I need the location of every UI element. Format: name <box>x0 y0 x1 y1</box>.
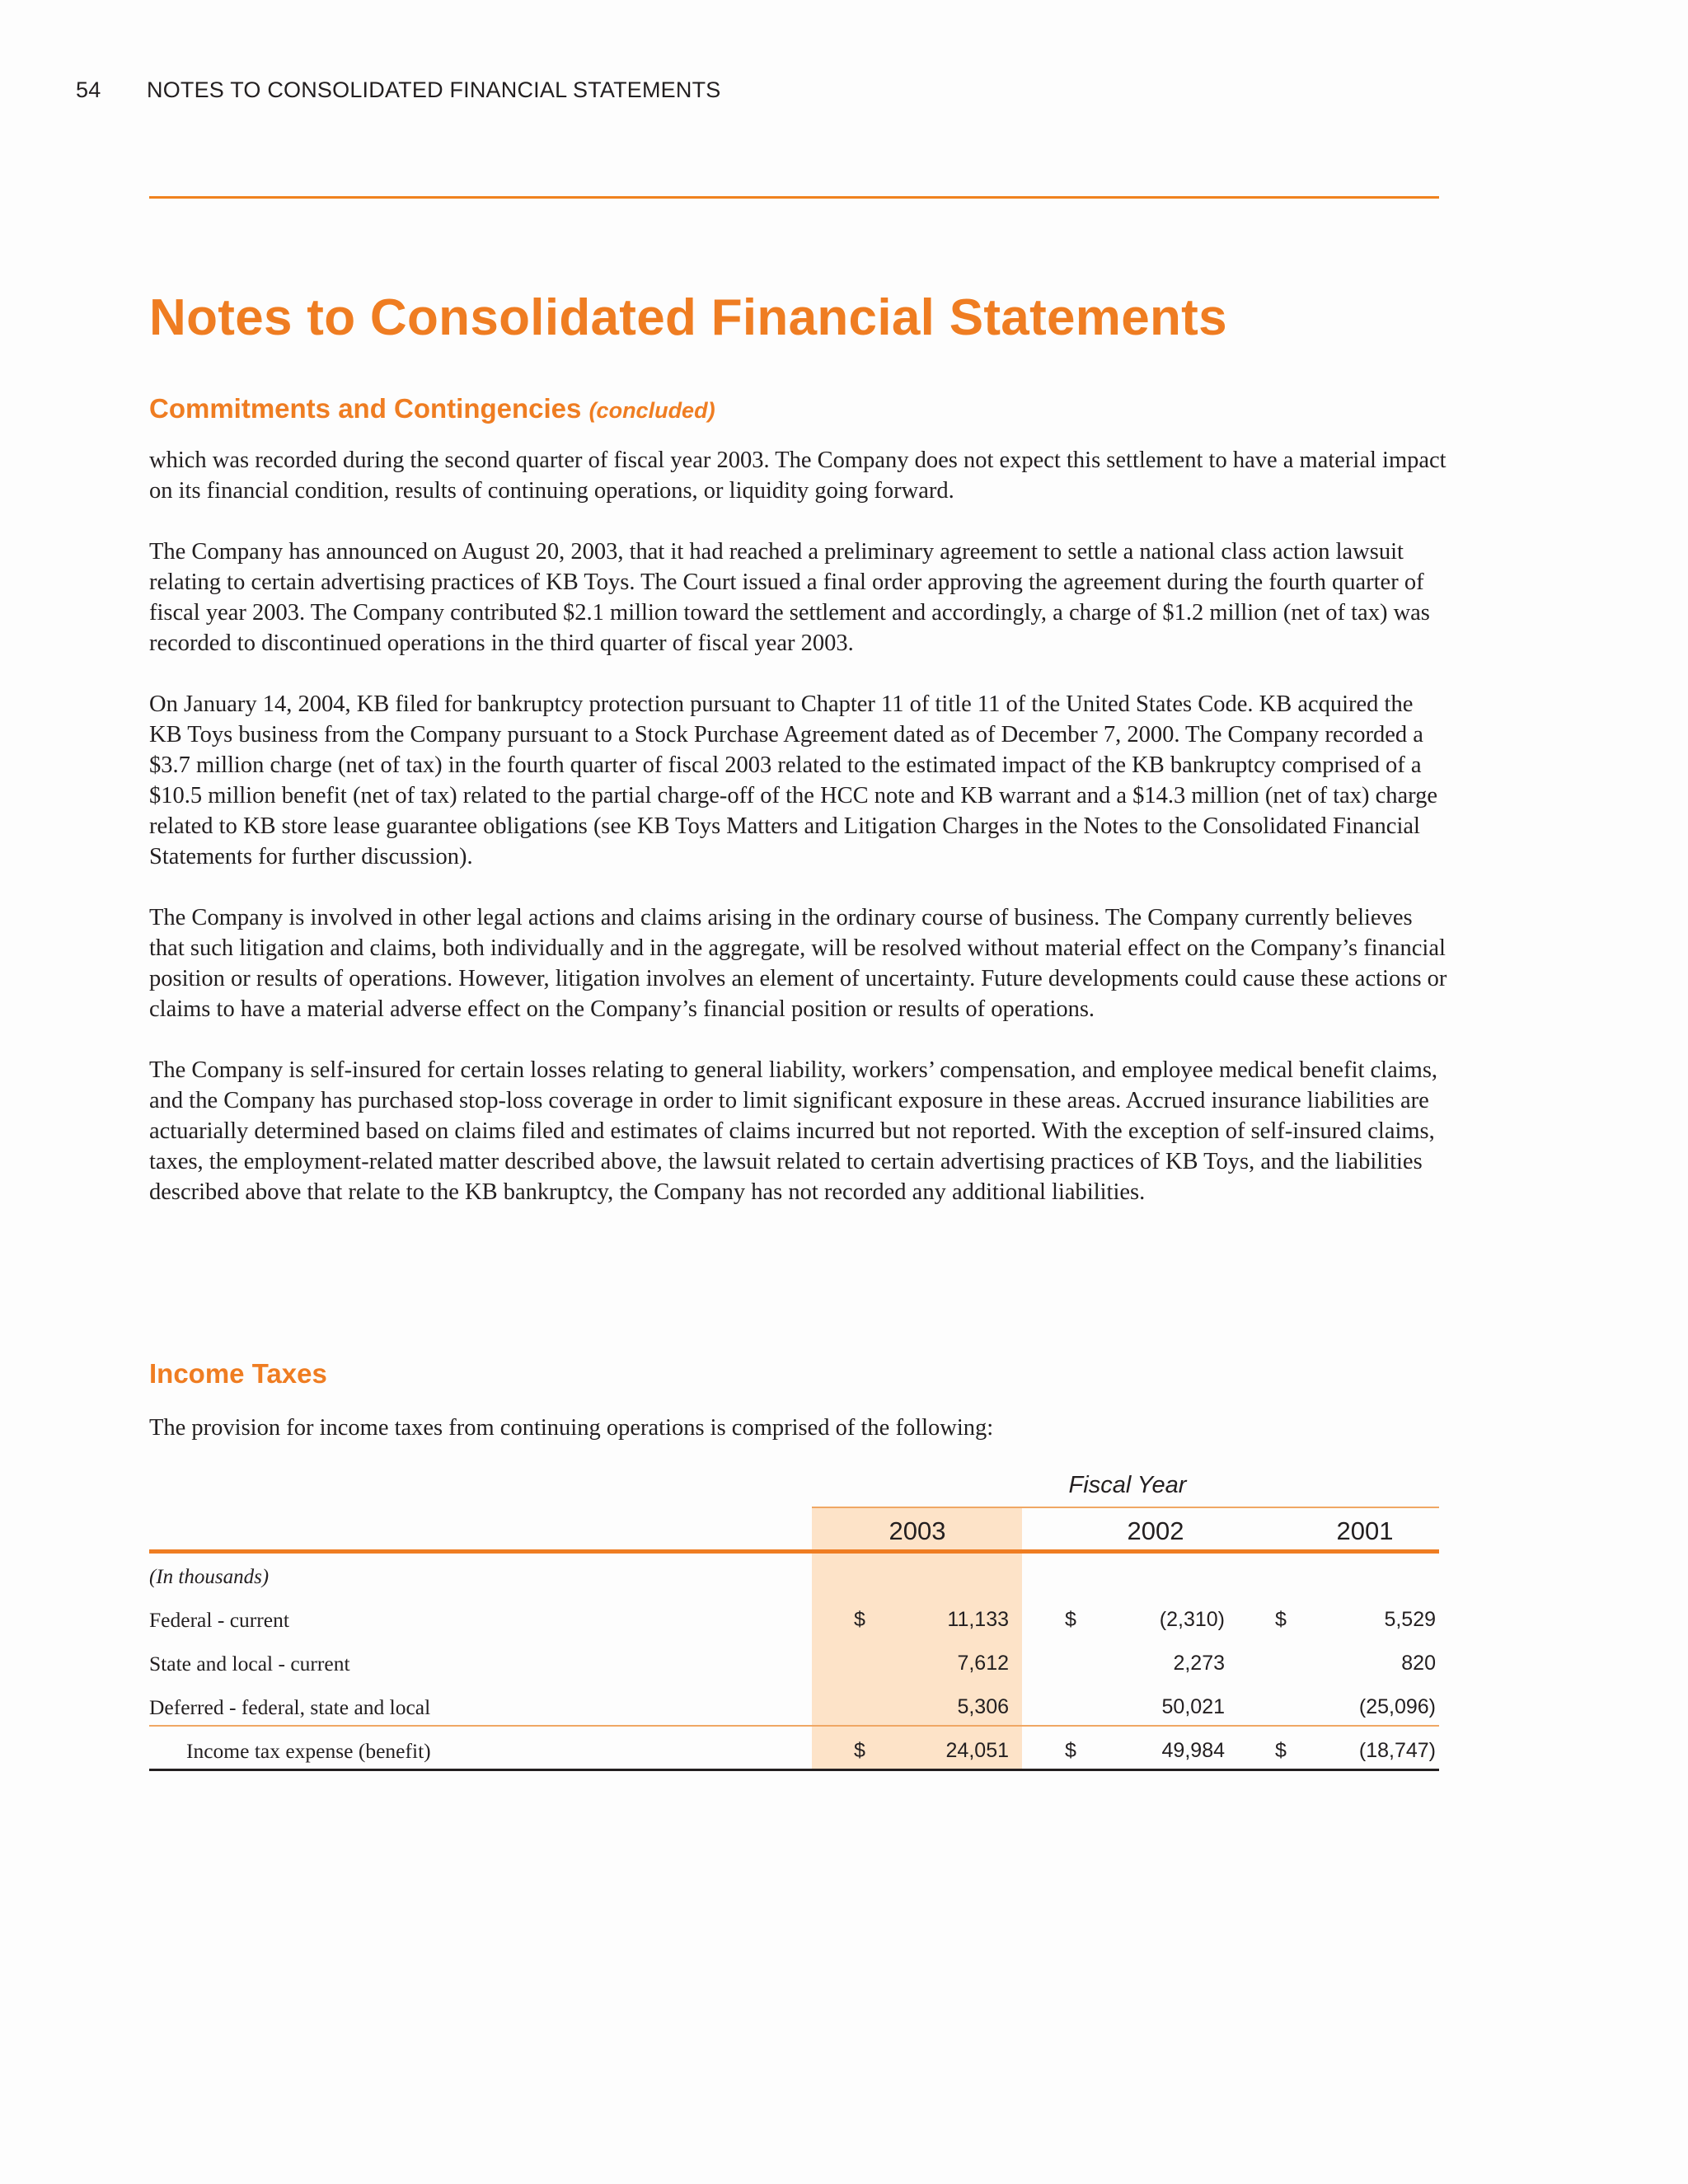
section-heading-text: Commitments and Contingencies <box>149 393 582 424</box>
column-header-year: 2002 <box>1127 1516 1184 1545</box>
paragraph: which was recorded during the second quarter of fiscal year 2003. The Company does not expect this settlement to have a material impact on its financial condition, results of continuing operations, or liquidity going forward. <box>149 448 1447 504</box>
running-header <box>76 77 721 103</box>
table-cell: (2,310) <box>1159 1608 1225 1631</box>
total-row-label: Income tax expense (benefit) <box>186 1739 431 1763</box>
table-cell-total: (18,747) <box>1358 1739 1436 1762</box>
currency-symbol: $ <box>1275 1739 1287 1762</box>
table-cell-total: 24,051 <box>945 1739 1009 1762</box>
paragraph: The Company is self-insured for certain losses relating to general liability, workers’ compensation, and employee medical benefit claims, and the Company has purchased stop-loss coverage in order to limit significant exposure in these areas. Accrued insurance liabilities are actuarially determined based on claims filed and estimates of claims incurred but not reported. With the exception of self-insured claims, taxes, the employment-related matter described above, the lawsuit related to certain advertising practices of KB Toys, and the liabilities described above that relate to the KB bankruptcy, the Company has not recorded any additional liabilities. <box>149 1057 1438 1205</box>
currency-symbol: $ <box>1065 1608 1076 1631</box>
section-heading-commitments <box>149 393 715 424</box>
paragraph: The Company is involved in other legal actions and claims arising in the ordinary course of business. The Company currently believes that such litigation and claims, both individually and in the aggregate, will be resolved without material effect on the Company’s financial position or results of operations. However, litigation involves an element of uncertainty. Future developments could cause these actions or claims to have a material adverse effect on the Company’s financial position or results of operations. <box>149 905 1447 1022</box>
row-label: State and local - current <box>149 1652 350 1675</box>
table-cell: 820 <box>1401 1652 1436 1675</box>
subtotal-rule <box>149 1725 1439 1727</box>
table-cell: 2,273 <box>1173 1652 1225 1675</box>
fiscal-year-label: Fiscal Year <box>1068 1472 1187 1498</box>
units-label: (In thousands) <box>149 1566 270 1588</box>
paragraph: The Company has announced on August 20, 2003, that it had reached a preliminary agreement to settle a national class action lawsuit relating to certain advertising practices of KB Toys. The Court issued a final order approving the agreement during the fourth quarter of fiscal year 2003. The Company contributed $2.1 million toward the settlement and accordingly, a charge of $1.2 million (net of tax) was recorded to discontinued operations in the third quarter of fiscal year 2003. <box>149 539 1430 656</box>
table-header-rule <box>149 1549 1439 1554</box>
row-label: Federal - current <box>149 1608 289 1632</box>
table-cell: (25,096) <box>1358 1695 1436 1718</box>
section-heading-sub: (concluded) <box>588 398 715 423</box>
currency-symbol: $ <box>1275 1608 1287 1631</box>
table-cell-total: 49,984 <box>1161 1739 1225 1762</box>
table-cell: 5,306 <box>957 1695 1009 1718</box>
row-label: Deferred - federal, state and local <box>149 1695 431 1719</box>
table-cell: 5,529 <box>1384 1608 1436 1631</box>
currency-symbol: $ <box>1065 1739 1076 1762</box>
income-taxes-intro <box>149 1413 1447 1443</box>
total-rule <box>149 1769 1439 1771</box>
paragraph: The provision for income taxes from continuing operations is comprised of the following: <box>149 1415 994 1441</box>
current-year-column-shade <box>812 1508 1022 1769</box>
currency-symbol: $ <box>854 1739 865 1762</box>
page-number: 54 <box>76 77 101 102</box>
header-rule <box>149 196 1439 199</box>
commitments-body <box>149 445 1447 1238</box>
table-cell: 50,021 <box>1161 1695 1225 1718</box>
table-cell: 11,133 <box>947 1608 1009 1631</box>
paragraph: On January 14, 2004, KB filed for bankruptcy protection pursuant to Chapter 11 of title 11 of the United States Code. KB acquired the KB Toys business from the Company pursuant to a Stock Purchase Agreement dated as of December 7, 2000. The Company recorded a $3.7 million charge (net of tax) in the fourth quarter of fiscal 2003 related to the estimated impact of the KB bankruptcy comprised of a $10.5 million benefit (net of tax) related to the partial charge-off of the HCC note and KB warrant and a $14.3 million (net of tax) charge related to KB store lease guarantee obligations (see KB Toys Matters and Litigation Charges in the Notes to the Consolidated Financial Statements for further discussion). <box>149 691 1438 869</box>
section-heading-income-taxes: Income Taxes <box>149 1358 327 1389</box>
page-title: Notes to Consolidated Financial Statements <box>149 289 1227 346</box>
table-cell: 7,612 <box>957 1652 1009 1675</box>
currency-symbol: $ <box>854 1608 865 1631</box>
column-header-year: 2001 <box>1336 1516 1394 1545</box>
running-title: NOTES TO CONSOLIDATED FINANCIAL STATEMENTS <box>147 77 721 102</box>
column-header-year: 2003 <box>889 1516 946 1545</box>
fiscal-year-rule <box>812 1507 1439 1508</box>
